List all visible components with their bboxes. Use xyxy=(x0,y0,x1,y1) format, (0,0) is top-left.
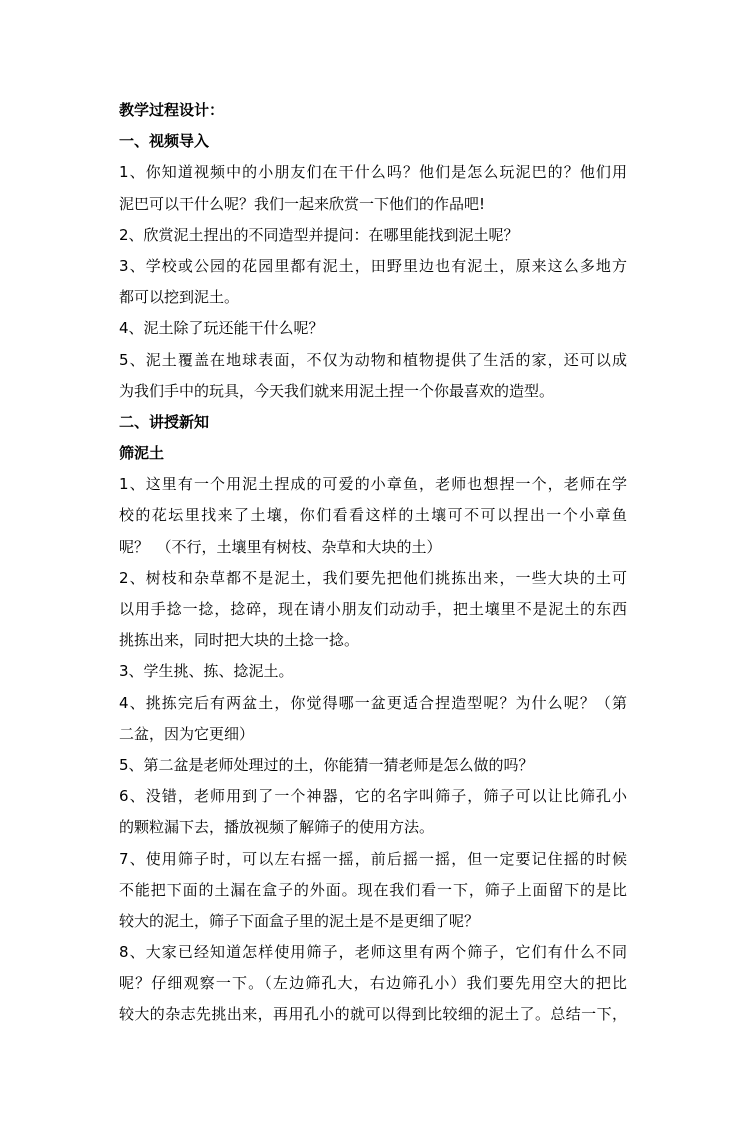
paragraph-line: 8、大家已经知道怎样使用筛子，老师这里有两个筛子，它们有什么不同 xyxy=(119,943,627,962)
section-title-teaching-process: 教学过程设计： xyxy=(119,101,225,119)
paragraph-line: 7、使用筛子时，可以左右摇一摇，前后摇一摇，但一定要记住摇的时候 xyxy=(119,849,627,868)
paragraph-line: 呢？ （不行，土壤里有树枝、杂草和大块的土） xyxy=(119,537,442,556)
paragraph-line: 5、第二盆是老师处理过的土，你能猜一猜老师是怎么做的吗？ xyxy=(119,755,534,774)
section-heading-video-intro: 一、视频导入 xyxy=(119,132,210,151)
subsection-heading-sieve-soil: 筛泥土 xyxy=(119,444,165,463)
paragraph-line: 1、这里有一个用泥土捏成的可爱的小章鱼，老师也想捏一个，老师在学 xyxy=(119,475,627,494)
paragraph-line: 不能把下面的土漏在盒子的外面。现在我们看一下，筛子上面留下的是比 xyxy=(119,880,627,899)
document-body xyxy=(119,95,627,1031)
paragraph-line: 3、学校或公园的花园里都有泥土，田野里边也有泥土，原来这么多地方 xyxy=(119,256,627,275)
paragraph-line: 挑拣出来，同时把大块的土捻一捻。 xyxy=(119,631,360,650)
paragraph-line: 泥巴可以干什么呢？我们一起来欣赏一下他们的作品吧! xyxy=(119,194,486,213)
paragraph-line: 较大的泥土，筛子下面盒子里的泥土是不是更细了呢？ xyxy=(119,911,480,930)
paragraph-line: 的颗粒漏下去，播放视频了解筛子的使用方法。 xyxy=(119,818,435,837)
paragraph-line: 4、挑拣完后有两盆土，你觉得哪一盆更适合捏造型呢？为什么呢？（第 xyxy=(119,693,627,712)
paragraph-line: 校的花坛里找来了土壤，你们看看这样的土壤可不可以捏出一个小章鱼 xyxy=(119,506,627,525)
paragraph-line: 6、没错，老师用到了一个神器，它的名字叫筛子，筛子可以让比筛孔小 xyxy=(119,787,627,806)
paragraph-line: 为我们手中的玩具，今天我们就来用泥土捏一个你最喜欢的造型。 xyxy=(119,381,555,400)
paragraph-line: 呢？仔细观察一下。（左边筛孔大，右边筛孔小）我们要先用空大的把比 xyxy=(119,974,627,993)
paragraph-line: 2、欣赏泥土捏出的不同造型并提问：在哪里能找到泥土呢？ xyxy=(119,225,519,244)
section-heading-new-knowledge: 二、讲授新知 xyxy=(119,412,210,431)
paragraph-line: 3、学生挑、拣、捻泥土。 xyxy=(119,662,294,681)
paragraph-line: 4、泥土除了玩还能干什么呢？ xyxy=(119,319,324,338)
paragraph-line: 都可以挖到泥土。 xyxy=(119,288,240,307)
paragraph-line: 1、你知道视频中的小朋友们在干什么吗？他们是怎么玩泥巴的？他们用 xyxy=(119,163,627,182)
paragraph-line: 二盆，因为它更细） xyxy=(119,724,255,743)
paragraph-line: 以用手捻一捻，捻碎，现在请小朋友们动动手，把土壤里不是泥土的东西 xyxy=(119,600,627,618)
paragraph-line: 2、树枝和杂草都不是泥土，我们要先把他们挑拣出来，一些大块的土可 xyxy=(119,568,627,587)
paragraph-line: 5、泥土覆盖在地球表面，不仅为动物和植物提供了生活的家，还可以成 xyxy=(119,350,627,369)
paragraph-line: 较大的杂志先挑出来，再用孔小的就可以得到比较细的泥土了。总结一下， xyxy=(119,1005,627,1024)
